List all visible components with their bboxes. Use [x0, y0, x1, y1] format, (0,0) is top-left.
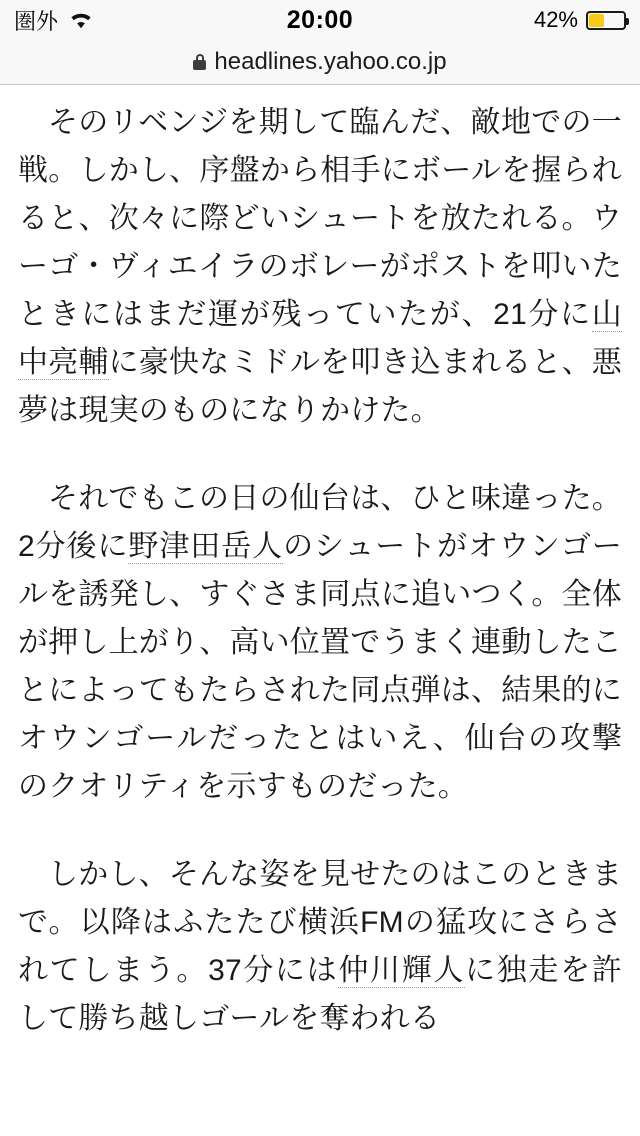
article-paragraph — [18, 475, 622, 811]
article-text: それでもこの日の仙台は、ひと味違った。2分後に — [18, 482, 622, 563]
article-paragraph — [18, 99, 622, 435]
article-keyword-link[interactable]: 山中亮輔 — [18, 298, 622, 379]
battery-fill — [589, 14, 604, 27]
status-bar — [0, 0, 640, 40]
article-text: そのリベンジを期して臨んだ、敵地での一戦。しかし、序盤から相手にボールを握られると、次々に際どいシュートを放たれる。ウーゴ・ヴィエイラのボレーがポストを叩いたときにはまだ運が残っていたが、21分に — [18, 106, 622, 331]
lock-icon — [193, 54, 206, 70]
article-text: のシュートがオウンゴールを誘発し、すぐさま同点に追いつく。全体が押し上がり、高い位置でうまく連動したことによってもたらされた同点弾は、結果的にオウンゴールだったとはいえ、仙台の攻撃のクオリティを示すものだった。 — [18, 530, 622, 803]
article-paragraph — [18, 851, 622, 1043]
battery-icon — [586, 11, 626, 30]
clock-label: 20:00 — [286, 5, 354, 34]
status-bar-right — [320, 7, 626, 33]
article-keyword-link[interactable]: 仲川輝人 — [338, 954, 466, 987]
browser-url-bar[interactable] — [0, 40, 640, 85]
wifi-icon — [68, 10, 94, 30]
article-text: しかし、そんな姿を見せたのはこのときまで。以降はふたたび横浜FMの猛攻にさらされてしまう。37分には — [18, 858, 622, 987]
article-content — [0, 85, 640, 1136]
article-text: に独走を許して勝ち越しゴールを奪われる — [18, 954, 622, 1035]
status-bar-left — [14, 5, 320, 36]
carrier-label: 圏外 — [14, 8, 59, 34]
url-label: headlines.yahoo.co.jp — [214, 48, 447, 75]
article-text: に豪快なミドルを叩き込まれると、悪夢は現実のものになりかけた。 — [18, 346, 623, 427]
battery-percent-label: 42% — [533, 7, 578, 32]
article-keyword-link[interactable]: 野津田岳人 — [128, 530, 284, 563]
